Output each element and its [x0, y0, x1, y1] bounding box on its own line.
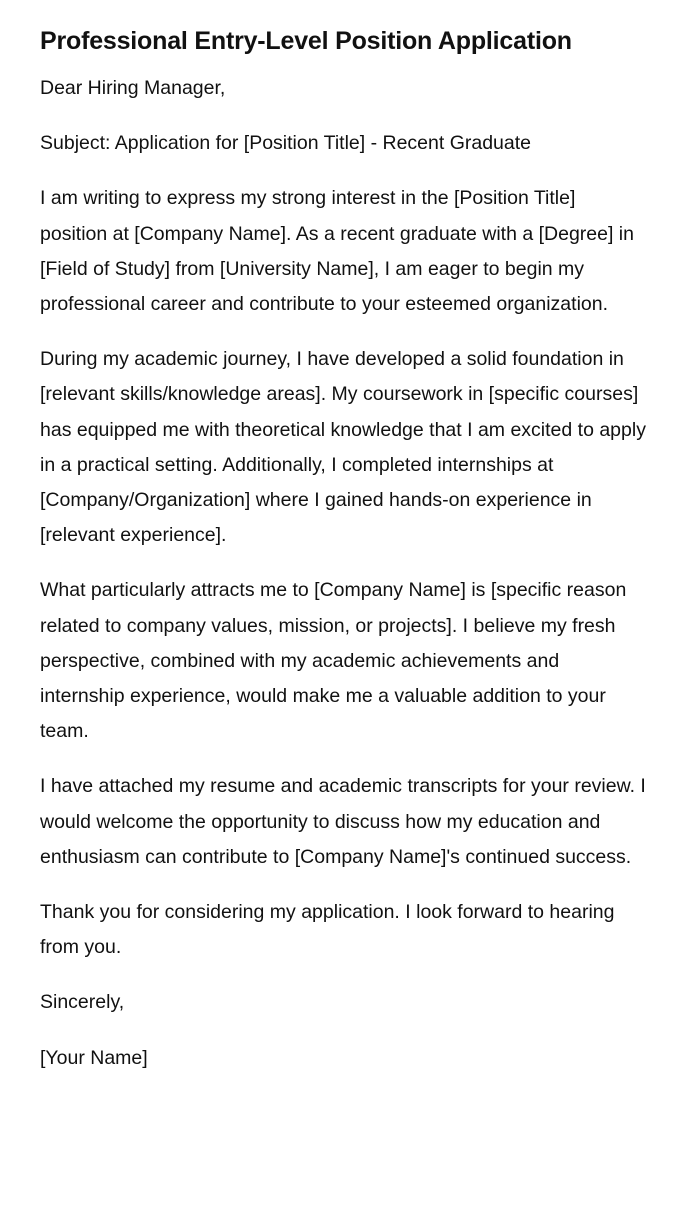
- closing: Sincerely,: [40, 991, 125, 1014]
- subject-line: Subject: Application for [Position Title] - Recent Graduate: [40, 132, 532, 155]
- signature: [Your Name]: [40, 1046, 148, 1069]
- letter-body: [40, 71, 660, 1076]
- page-title: Professional Entry-Level Position Application: [40, 27, 572, 55]
- salutation: Dear Hiring Manager,: [40, 77, 226, 99]
- paragraph-company-interest: What particularly attracts me to [Company Name] is [specific reason related to company values, mission, or projects]. I believe my fresh perspective, combined with my academic achievements and internship experience, would make me a valuable addition to your team.: [40, 579, 627, 743]
- paragraph-intro: I am writing to express my strong interest in the [Position Title] position at [Company Name]. As a recent graduate with a [Degree] in [Field of Study] from [University Name], I am eager to begin my professional career and contribute to your esteemed organization.: [40, 187, 634, 316]
- paragraph-thanks: Thank you for considering my application. I look forward to hearing from you.: [40, 901, 615, 959]
- paragraph-academic: During my academic journey, I have developed a solid foundation in [relevant skills/knowledge areas]. My coursework in [specific courses] has equipped me with theoretical knowledge that I am excited to apply in a practical setting. Additionally, I completed internships at [Company/Organization] where I gained hands-on experience in [relevant experience].: [40, 348, 646, 547]
- paragraph-attachments: I have attached my resume and academic transcripts for your review. I would welcome the opportunity to discuss how my education and enthusiasm can contribute to [Company Name]'s continued success.: [40, 775, 646, 868]
